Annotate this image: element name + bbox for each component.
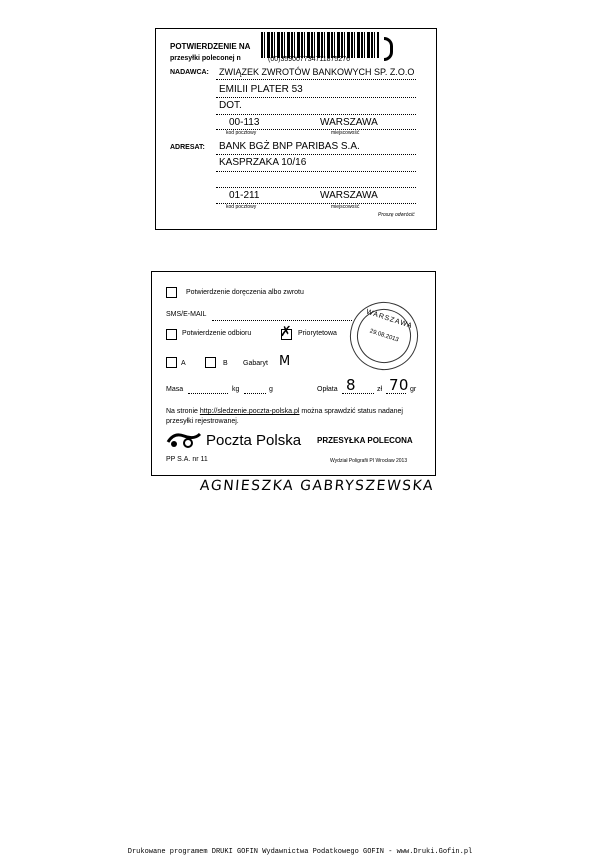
masa-label: Masa: [166, 386, 184, 393]
kod-label: kod pocztowy: [226, 130, 257, 136]
nadawca-line3: DOT.: [219, 100, 242, 111]
wydzial: Wydział Poligrafii PI Wrocław 2013: [330, 458, 408, 464]
tracking-info: [166, 407, 426, 427]
kg-label: kg: [232, 386, 240, 393]
barcode: [261, 32, 379, 58]
nadawca-city: WARSZAWA: [320, 117, 378, 128]
zl-label: zł: [377, 386, 383, 393]
header-subtitle: przesyłki poleconej n: [170, 55, 241, 62]
adresat-label: ADRESAT:: [170, 144, 205, 151]
brand-name: Poczta Polska: [206, 432, 302, 449]
adresat-street: KASPRZAKA 10/16: [219, 157, 307, 168]
miejsc-label: miejscowość: [331, 130, 360, 136]
przesylka-polecona: PRZESYŁKA POLECONA: [317, 436, 413, 445]
gabaryt-value: M: [279, 354, 291, 369]
tracking-link[interactable]: http://sledzenie.poczta-polska.pl: [199, 408, 300, 415]
checkbox-a: [166, 357, 177, 368]
checkbox-odbioru: [166, 329, 177, 340]
gr-label: gr: [410, 386, 417, 393]
nadawca-postcode: 00-113: [229, 117, 260, 128]
checkbox-doreczenia: [166, 287, 177, 298]
nadawca-street: EMILII PLATER 53: [219, 84, 303, 95]
pp-number: PP S.A. nr 11: [166, 456, 208, 463]
poczta-polska-horn-logo-icon: [164, 430, 204, 450]
adresat-name: BANK BGŻ BNP PARIBAS S.A.: [219, 141, 360, 152]
potw-odbioru-label: Potwierdzenie odbioru: [182, 330, 252, 337]
oplata-label: Opłata: [317, 386, 338, 393]
return-receipt-card: [155, 28, 437, 230]
stamp-date: 29.08.2013: [368, 328, 400, 344]
checkbox-b: [205, 357, 216, 368]
gabaryt-label: Gabaryt: [243, 360, 268, 367]
zl-value: 8: [346, 376, 356, 394]
postmark-stamp: [341, 293, 427, 379]
sms-label: SMS/E-MAIL: [166, 311, 207, 318]
nadawca-name: ZWIĄZEK ZWROTÓW BANKOWYCH SP. Z.O.O: [219, 67, 415, 77]
info-suffix: można sprawdzić status nadanej: [299, 408, 403, 415]
prosze-odwrocic: Proszę odwrócić: [378, 212, 415, 218]
barcode-bracket-icon: [384, 37, 393, 61]
info-prefix: Na stronie: [166, 408, 200, 415]
gr-value: 70: [389, 376, 409, 394]
priorytet-label: Priorytetowa: [298, 330, 337, 337]
g-label: g: [269, 386, 273, 393]
barcode-number: (00)359007734711875276: [268, 56, 351, 63]
adresat-city: WARSZAWA: [320, 190, 378, 201]
potw-doreczenia-label: Potwierdzenie doręczenia albo zwrotu: [186, 289, 304, 296]
footer-printed-by: Drukowane programem DRUKI GOFIN Wydawnictwa Podatkowego GOFIN - www.Druki.Gofin.pl: [127, 848, 473, 856]
miejsc-label-2: miejscowość: [331, 204, 360, 210]
a-label: A: [181, 360, 186, 367]
adresat-postcode: 01-211: [229, 190, 260, 201]
stamp-text: WARSZAWA: [365, 308, 414, 331]
b-label: B: [223, 360, 228, 367]
registered-mail-slip: [151, 271, 436, 476]
info-line2: przesyłki rejestrowanej.: [166, 418, 239, 425]
priorytet-check-mark-icon: ✗: [280, 323, 292, 339]
nadawca-label: NADAWCA:: [170, 69, 209, 76]
kod-label-2: kod pocztowy: [226, 204, 257, 210]
header-title: POTWIERDZENIE NA: [170, 42, 251, 51]
handwritten-signature: AGNIESZKA GABRYSZEWSKA: [199, 478, 435, 494]
